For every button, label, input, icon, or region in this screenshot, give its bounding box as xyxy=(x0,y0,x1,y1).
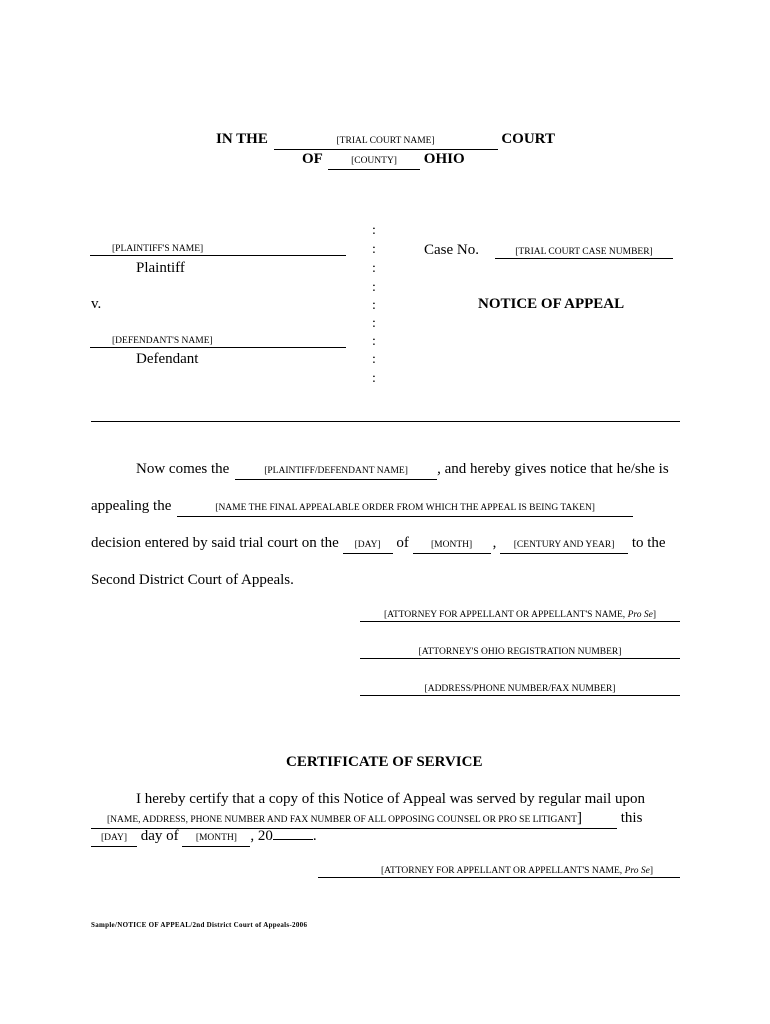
court-caption-line2 xyxy=(302,151,465,170)
appealing-the-text: appealing the xyxy=(91,498,172,514)
trial-court-name-field[interactable]: [TRIAL COURT NAME] xyxy=(274,131,498,150)
plaintiff-name-line[interactable] xyxy=(90,244,346,256)
caption-divider xyxy=(91,421,680,422)
address-phone-fax-field[interactable]: [ADDRESS/PHONE NUMBER/FAX NUMBER] xyxy=(360,684,680,696)
court-label: COURT xyxy=(501,131,555,147)
court-caption-line1 xyxy=(216,131,555,150)
party-name-field[interactable]: [PLAINTIFF/DEFENDANT NAME] xyxy=(235,461,437,480)
day-of-text: day of xyxy=(140,828,179,844)
second-district-text: Second District Court of Appeals. xyxy=(91,572,294,588)
case-number-line xyxy=(424,241,673,259)
decision-day-field[interactable]: [DAY] xyxy=(343,535,393,554)
in-the-label: IN THE xyxy=(216,131,268,147)
case-number-field[interactable]: [TRIAL COURT CASE NUMBER] xyxy=(495,247,673,259)
period-text: . xyxy=(312,828,317,844)
opposing-counsel-field[interactable]: [NAME, ADDRESS, PHONE NUMBER AND FAX NUMBER OF ALL OPPOSING COUNSEL OR PRO SE LITIGANT] xyxy=(91,810,617,829)
body-line1 xyxy=(136,461,669,480)
now-comes-text: Now comes the xyxy=(136,461,230,477)
decision-year-field[interactable]: [CENTURY AND YEAR] xyxy=(500,535,628,554)
attorney-name-field[interactable]: [ATTORNEY FOR APPELLANT OR APPELLANT'S NAME, Pro Se] xyxy=(360,610,680,622)
certificate-line2 xyxy=(91,810,642,829)
plaintiff-label: Plaintiff xyxy=(136,260,185,276)
certify-text: I hereby certify that a copy of this Notice of Appeal was served by regular mail upon xyxy=(136,791,645,807)
plaintiff-name-field[interactable]: [PLAINTIFF'S NAME] xyxy=(90,244,346,256)
address-line[interactable] xyxy=(360,684,680,696)
of-label: OF xyxy=(302,151,323,167)
gives-notice-text: , and hereby gives notice that he/she is xyxy=(437,461,669,477)
comma-text: , xyxy=(492,535,497,551)
attorney-name-line[interactable] xyxy=(360,610,680,622)
this-text: this xyxy=(620,810,643,826)
caption-colon: : xyxy=(372,223,376,238)
case-no-label: Case No. xyxy=(424,242,479,258)
body-line2 xyxy=(91,498,633,517)
decision-month-field[interactable]: [MONTH] xyxy=(413,535,491,554)
caption-colon: : xyxy=(372,298,376,313)
to-the-text: to the xyxy=(631,535,666,551)
ohio-label: OHIO xyxy=(423,151,465,167)
caption-colon: : xyxy=(372,316,376,331)
caption-colon: : xyxy=(372,352,376,367)
of-text: of xyxy=(396,535,409,551)
certificate-title: CERTIFICATE OF SERVICE xyxy=(286,754,483,770)
service-day-field[interactable]: [DAY] xyxy=(91,828,137,847)
appealable-order-field[interactable]: [NAME THE FINAL APPEALABLE ORDER FROM WHICH THE APPEAL IS BEING TAKEN] xyxy=(177,498,633,517)
certificate-line3 xyxy=(91,828,317,847)
versus-label: v. xyxy=(91,296,102,312)
caption-colon: : xyxy=(372,261,376,276)
certificate-signature-field[interactable]: [ATTORNEY FOR APPELLANT OR APPELLANT'S NAME, Pro Se] xyxy=(318,866,680,878)
service-month-field[interactable]: [MONTH] xyxy=(182,828,250,847)
caption-colon: : xyxy=(372,371,376,386)
county-field[interactable]: [COUNTY] xyxy=(328,151,420,170)
defendant-label: Defendant xyxy=(136,351,199,367)
caption-colon: : xyxy=(372,334,376,349)
registration-line[interactable] xyxy=(360,647,680,659)
body-line3 xyxy=(91,535,666,554)
defendant-name-field[interactable]: [DEFENDANT'S NAME] xyxy=(90,336,346,348)
decision-entered-text: decision entered by said trial court on the xyxy=(91,535,339,551)
document-title: NOTICE OF APPEAL xyxy=(478,296,625,312)
year-prefix-text: , 20 xyxy=(250,828,273,844)
certificate-signature-line[interactable] xyxy=(318,866,680,878)
footer-text: Sample/NOTICE OF APPEAL/2nd District Court of Appeals-2006 xyxy=(91,921,308,929)
caption-colon: : xyxy=(372,242,376,257)
service-year-field[interactable] xyxy=(273,838,313,840)
defendant-name-line[interactable] xyxy=(90,336,346,348)
caption-colon: : xyxy=(372,280,376,295)
registration-number-field[interactable]: [ATTORNEY'S OHIO REGISTRATION NUMBER] xyxy=(360,647,680,659)
